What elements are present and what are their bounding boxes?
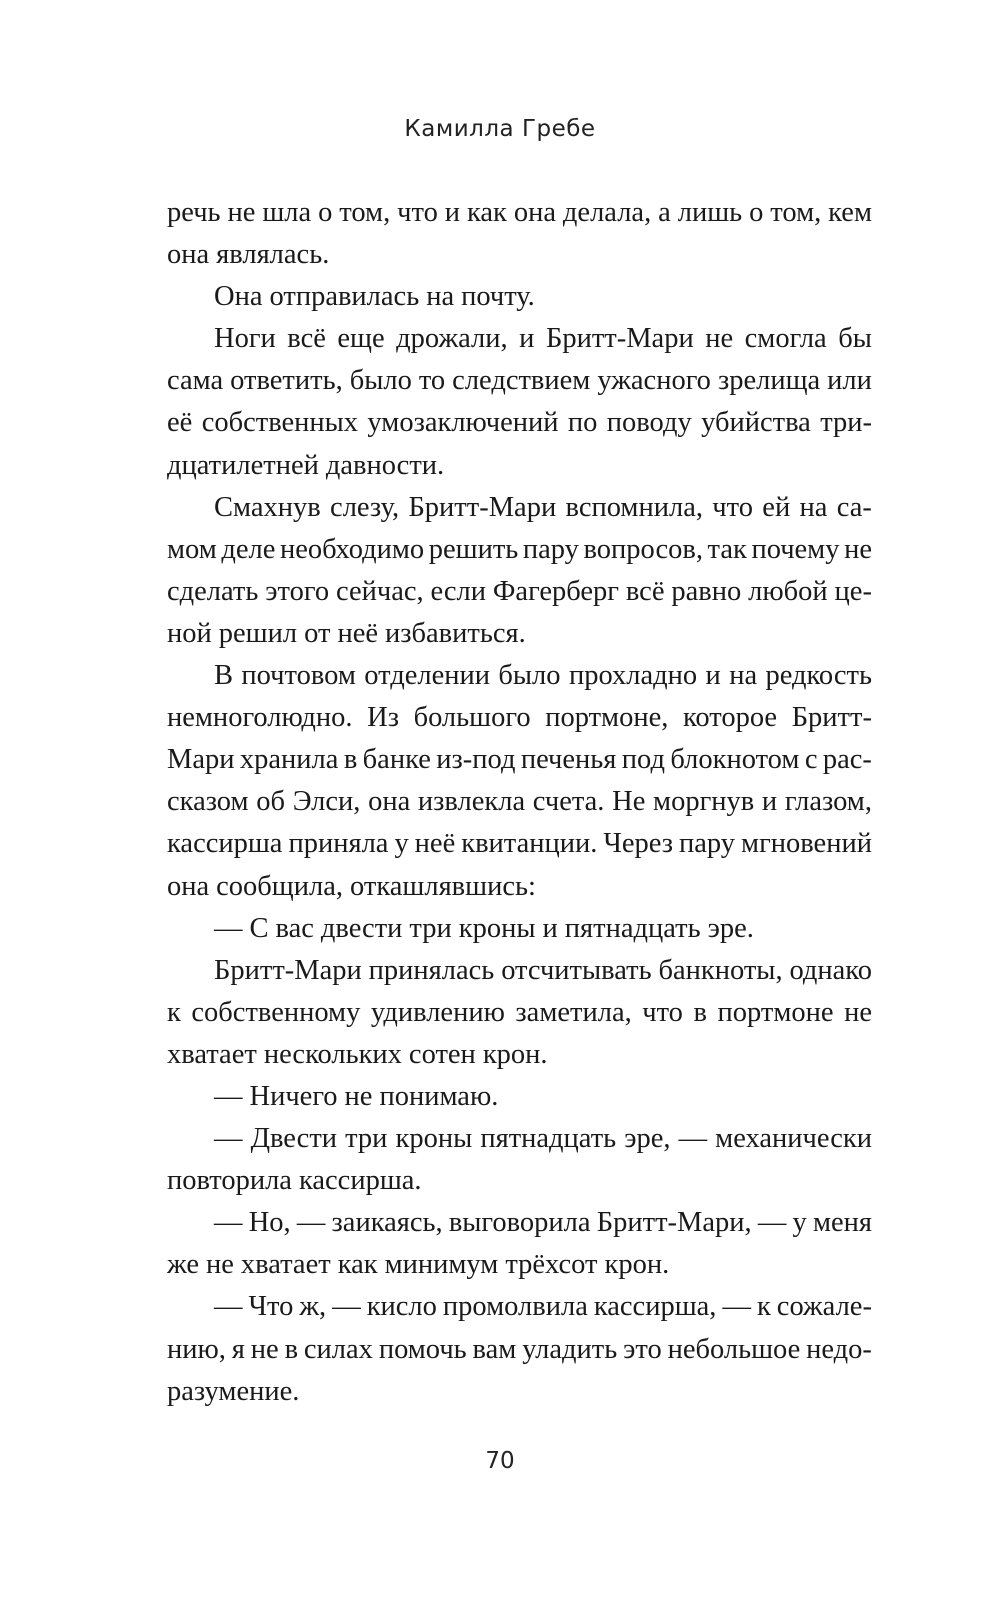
text-line: — Что ж, — кисло промолвила кассирша, — к сожале- (214, 1291, 872, 1323)
text-line: разумение. (167, 1375, 300, 1407)
text-line: В почтовом отделении было прохладно и на редкость (214, 660, 872, 692)
text-line: нию, я не в силах помочь вам уладить это небольшое недо- (167, 1333, 872, 1365)
text-line: к собственному удивлению заметила, что в портмоне не (167, 996, 872, 1028)
text-line: она сообщила, откашлявшись: (167, 870, 536, 902)
text-line: хватает нескольких сотен крон. (167, 1038, 548, 1070)
body-text (167, 192, 872, 1413)
text-line: немноголюдно. Из большого портмоне, которое Бритт- (167, 702, 872, 734)
text-line: — Ничего не понимаю. (214, 1080, 499, 1112)
page-number: 70 (485, 1448, 515, 1474)
text-line: Ноги всё еще дрожали, и Бритт-Мари не смогла бы (214, 323, 872, 355)
text-line: Смахнув слезу, Бритт-Мари вспомнила, что ей на са- (214, 491, 872, 523)
text-line: — С вас двести три кроны и пятнадцать эре. (214, 912, 754, 944)
text-line: мом деле необходимо решить пару вопросов, так почему не (167, 533, 872, 565)
text-line: Она отправилась на почту. (214, 281, 535, 313)
text-line: Бритт-Мари принялась отсчитывать банкноты, однако (214, 954, 872, 986)
text-line: речь не шла о том, что и как она делала, а лишь о том, кем (167, 197, 872, 228)
text-line: кассирша приняла у неё квитанции. Через пару мгновений (167, 828, 872, 860)
text-line: — Двести три кроны пятнадцать эре, — механически (214, 1123, 872, 1155)
running-header-author: Камилла Гребе (404, 116, 596, 142)
text-line: сказом об Элси, она извлекла счета. Не моргнув и глазом, (167, 786, 872, 818)
text-line: ной решил от неё избавиться. (167, 617, 526, 649)
text-line: Мари хранила в банке из-под печенья под блокнотом с рас- (167, 744, 872, 776)
text-line: — Но, — заикаясь, выговорила Бритт-Мари, — у меня (214, 1207, 872, 1239)
text-line: её собственных умозаключений по поводу убийства три- (167, 407, 872, 439)
text-line: сделать этого сейчас, если Фагерберг всё равно любой це- (167, 575, 872, 607)
text-line: повторила кассирша. (167, 1165, 422, 1197)
text-line: она являлась. (167, 239, 330, 271)
text-line: сама ответить, было то следствием ужасного зрелища или (167, 365, 872, 397)
text-line: же не хватает как минимум трёхсот крон. (167, 1249, 670, 1281)
text-line: дцатилетней давности. (167, 449, 445, 481)
